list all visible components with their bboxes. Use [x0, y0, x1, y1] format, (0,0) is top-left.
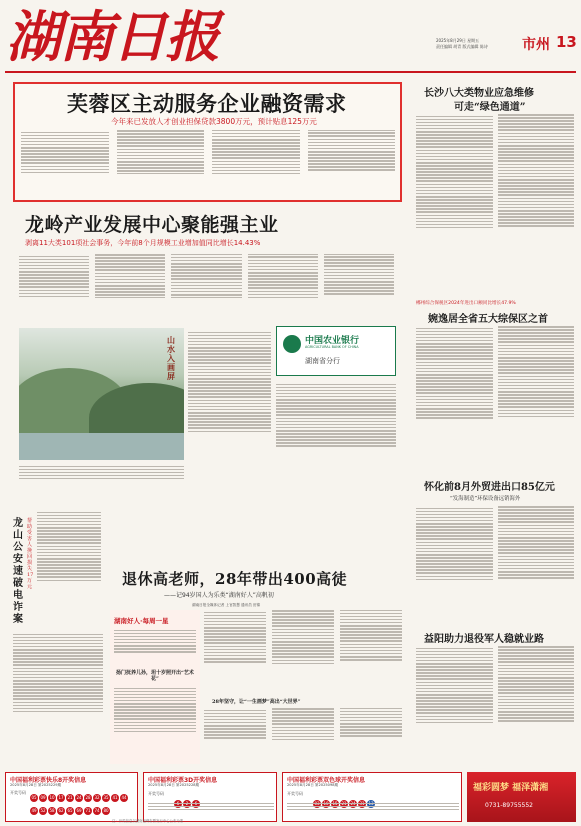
lottery-3d-issue: 2025年8月28日 第2025228期: [148, 783, 200, 787]
lottery-ball: 71: [85, 808, 91, 813]
rc-story3-title: 怀化前8月外贸进出口85亿元: [424, 482, 555, 493]
story3-byline: 湖南日报全媒体记者 上官智慧 通讯员 田锦: [192, 603, 261, 607]
date-line: 2025年8月29日 星期五: [436, 38, 480, 43]
story3-body-2: [204, 708, 402, 764]
lottery-ball: 24: [76, 795, 82, 800]
rc-story2-title: 婉逸居全省五大综保区之首: [428, 314, 548, 325]
lottery-ball: 69: [76, 808, 82, 813]
bank-name: 中国农业银行: [305, 336, 360, 346]
rc-story1-title: 长沙八大类物业应急维修: [424, 88, 534, 99]
story2-body-2: [188, 330, 271, 500]
bank-branch: 湖南省分行: [305, 357, 340, 365]
haoren-body: [114, 628, 196, 668]
vertical-body: [37, 510, 101, 626]
footer-note: 注：开奖信息以湖南福利彩票发行中心公布为准: [112, 819, 184, 823]
lottery-ball: 74: [94, 808, 100, 813]
lottery-ball: 62: [58, 808, 64, 813]
lead-story: [13, 82, 402, 202]
lottery-ssq: [282, 772, 462, 822]
bank-logo-icon: [283, 335, 301, 353]
lottery-ssq-table: [287, 801, 459, 821]
rc-story1-body: [416, 114, 574, 294]
lottery-ball: 21: [67, 795, 73, 800]
fucai-ad: [467, 772, 576, 822]
story2-body: [19, 254, 394, 324]
masthead-logo: 湖南日报: [6, 4, 219, 69]
masthead: [0, 0, 581, 76]
editor-line: 责任编辑 胡青 版式编辑 陈诗: [436, 44, 488, 49]
lottery-k8-issue: 2025年8月28日 第2025229期: [10, 783, 62, 787]
lottery-ball: 44: [121, 795, 127, 800]
haoren-body-2: [114, 686, 196, 760]
haoren-subhead: 扬门抚养儿孙，坦十岁照开出“艺术花”: [116, 670, 194, 682]
rc-story4-body: [416, 646, 574, 764]
lottery-ball: 17: [58, 795, 64, 800]
lottery-ball: 35: [103, 795, 109, 800]
lottery-ball: 52: [40, 808, 46, 813]
fucai-ad-title: 福彩圆梦 福泽潇湘: [473, 783, 549, 793]
right-column: [414, 80, 576, 770]
lottery-ssq-title: 中国福利彩票双色球开奖信息: [287, 777, 366, 784]
story3-body: [204, 610, 402, 696]
rc-story4-title: 益阳助力退役军人稳就业路: [424, 634, 544, 645]
rc-story1-sub: 可走“绿色通道”: [454, 102, 526, 113]
story3-subtitle: ——记94岁国人为乐类“湖南好人”高帆初: [164, 592, 274, 599]
lead-title: 芙蓉区主动服务企业融资需求: [67, 91, 347, 116]
lottery-ball: 49: [31, 808, 37, 813]
lottery-ball: 32: [94, 795, 100, 800]
story2-title: 龙岭产业发展中心聚能强主业: [25, 214, 279, 236]
lead-body: [21, 130, 395, 198]
fucai-ad-phone: 0731-89755552: [485, 802, 533, 809]
story3-title: 退休高老师，28年带出400高徒: [122, 570, 348, 588]
story3: [108, 566, 406, 766]
section-name: 市州: [522, 37, 550, 53]
lottery-ball: 41: [112, 795, 118, 800]
lottery-k8-numbers: [30, 789, 136, 815]
landscape-photo: [19, 328, 184, 460]
lottery-k8-label: 开奖号码: [10, 790, 26, 795]
haoren-panel: [110, 610, 200, 764]
photo-river: [19, 433, 184, 460]
lottery-3d-label: 开奖号码: [148, 791, 164, 796]
lottery-k8: [5, 772, 138, 822]
lottery-k8-title: 中国福利彩票快乐8开奖信息: [10, 777, 87, 784]
photo-caption-body: [19, 464, 184, 490]
lottery-strip: [5, 772, 576, 822]
lottery-ball: 28: [85, 795, 91, 800]
story2-body-3: [276, 382, 396, 492]
rc-story2-body: [416, 326, 574, 470]
lottery-ball: 05: [31, 795, 37, 800]
masthead-rule: [5, 71, 576, 73]
lottery-ball: 10: [49, 795, 55, 800]
vertical-body-2: [13, 632, 103, 764]
lottery-ball: 09: [40, 795, 46, 800]
page-number: 13: [556, 33, 577, 51]
vertical-title: 龙山公安速破电诈案: [13, 518, 23, 625]
vertical-sub: 帮助受害人挽回损失17万元: [27, 518, 34, 590]
rc-story3-body: [416, 506, 574, 622]
haoren-brand: 湖南好人·每周一星: [114, 617, 169, 625]
bank-ad: [276, 326, 396, 376]
rc-story3-sub: “发海制造”环保设备远销海外: [450, 496, 521, 502]
story2-subtitle: 剥离11大类101项社会事务，今年前8个月规模工业增加值同比增长14.43%: [25, 239, 261, 247]
lead-subtitle: 今年来已发放人才创业担保贷款3800万元，预计贴息125万元: [111, 117, 317, 126]
rc-story2-kicker: 郴州综合保税区2024年进出口额同比增长47.9%: [416, 301, 516, 306]
lottery-ball: 65: [67, 808, 73, 813]
lottery-ssq-label: 开奖号码: [287, 791, 303, 796]
lottery-ball: 80: [103, 808, 109, 813]
lottery-ball: 58: [49, 808, 55, 813]
story3-subhead: 28年坚守，让“一生画梦”高出“大世界”: [212, 699, 301, 705]
lottery-3d: [143, 772, 277, 822]
story-vertical: [13, 510, 103, 630]
lottery-ssq-issue: 2025年8月28日 第2025098期: [287, 783, 339, 787]
bank-name-en: AGRICULTURAL BANK OF CHINA: [305, 345, 359, 349]
lottery-3d-title: 中国福利彩票3D开奖信息: [148, 777, 218, 784]
photo-caption: 山水入画屏: [167, 335, 175, 381]
